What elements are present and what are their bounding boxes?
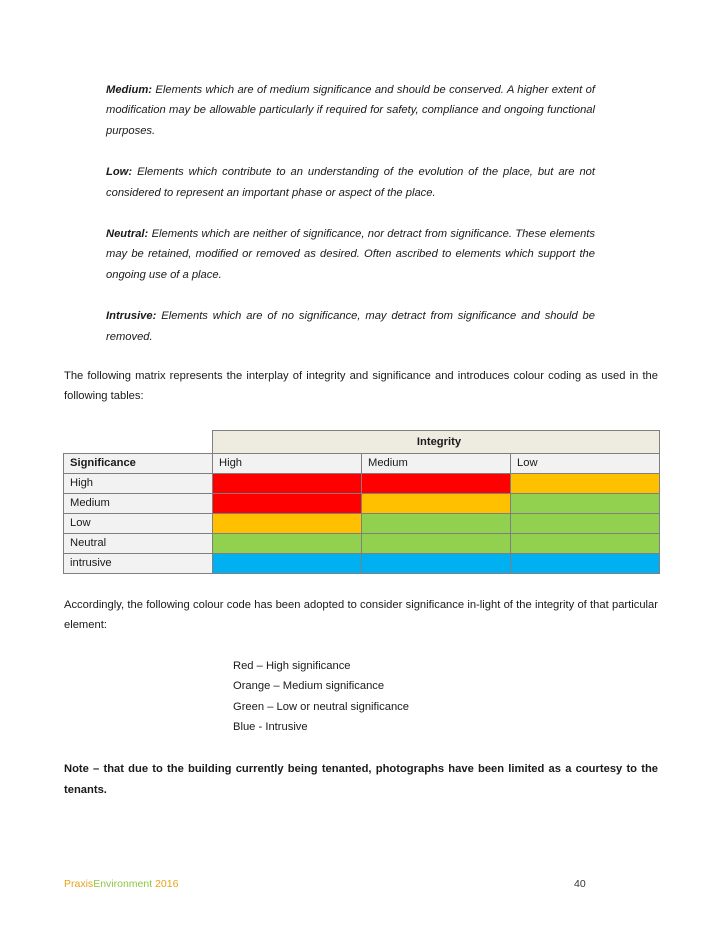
definition-term: Neutral: bbox=[106, 228, 149, 241]
matrix-cell bbox=[362, 514, 511, 534]
matrix-cell bbox=[362, 534, 511, 554]
matrix-row-low bbox=[64, 514, 660, 534]
colour-code-paragraph: Accordingly, the following colour code has been adopted to consider significance in-light of the integrity of that particular element: bbox=[64, 599, 658, 632]
definition-term: Low: bbox=[106, 166, 133, 179]
significance-definitions bbox=[106, 80, 595, 368]
definition-intrusive bbox=[106, 306, 595, 347]
page-number: 40 bbox=[574, 878, 586, 890]
integrity-header: Integrity bbox=[213, 431, 660, 454]
footer-brand bbox=[64, 878, 178, 890]
definition-term: Medium: bbox=[106, 84, 152, 96]
row-label: Neutral bbox=[64, 534, 213, 554]
row-label: High bbox=[64, 474, 213, 494]
definition-text: Elements which are of no significance, may detract from significance and should be removed. bbox=[106, 310, 596, 343]
colour-legend bbox=[233, 656, 409, 738]
matrix-row-high bbox=[64, 474, 660, 494]
significance-header: Significance bbox=[64, 454, 213, 474]
row-label: Low bbox=[64, 514, 213, 534]
matrix-cell bbox=[511, 554, 660, 574]
definition-neutral bbox=[106, 224, 595, 285]
brand-environment: Environment bbox=[93, 878, 153, 890]
matrix-cell bbox=[213, 554, 362, 574]
legend-orange: Orange – Medium significance bbox=[233, 680, 385, 693]
matrix-cell bbox=[362, 474, 511, 494]
legend-blue: Blue - Intrusive bbox=[233, 721, 308, 734]
column-header-low: Low bbox=[511, 454, 660, 474]
matrix-cell bbox=[213, 514, 362, 534]
matrix-cell bbox=[511, 474, 660, 494]
tenant-note: Note – that due to the building currently being tenanted, photographs have been limited as a courtesy to the tenants. bbox=[64, 763, 658, 796]
row-label: intrusive bbox=[64, 554, 213, 574]
matrix-cell bbox=[213, 494, 362, 514]
matrix-cell bbox=[213, 474, 362, 494]
matrix-row-neutral bbox=[64, 534, 660, 554]
matrix-row-intrusive bbox=[64, 554, 660, 574]
matrix-header-row bbox=[64, 431, 660, 454]
matrix-column-row bbox=[64, 454, 660, 474]
column-header-medium: Medium bbox=[362, 454, 511, 474]
column-header-high: High bbox=[213, 454, 362, 474]
matrix-cell bbox=[511, 534, 660, 554]
definition-text: Elements which are neither of significance, nor detract from significance. These elements may be retained, modified or removed as desired. Often ascribed to elements which support the ongoing use of a place. bbox=[106, 228, 596, 281]
matrix-cell bbox=[362, 494, 511, 514]
row-label: Medium bbox=[64, 494, 213, 514]
matrix-cell bbox=[213, 534, 362, 554]
definition-medium bbox=[106, 80, 595, 141]
matrix-intro-paragraph: The following matrix represents the interplay of integrity and significance and introduces colour coding as used in the following tables: bbox=[64, 370, 658, 403]
definition-text: Elements which contribute to an understanding of the evolution of the place, but are not considered to represent an important phase or aspect of the place. bbox=[106, 166, 596, 199]
matrix-cell bbox=[511, 494, 660, 514]
legend-green: Green – Low or neutral significance bbox=[233, 700, 409, 713]
definition-low bbox=[106, 162, 595, 203]
legend-red: Red – High significance bbox=[233, 660, 351, 672]
matrix-cell bbox=[362, 554, 511, 574]
integrity-significance-matrix bbox=[63, 430, 660, 574]
matrix-cell bbox=[511, 514, 660, 534]
footer-year: 2016 bbox=[152, 878, 179, 890]
matrix-corner bbox=[64, 431, 213, 454]
definition-term: Intrusive: bbox=[106, 310, 157, 323]
matrix-row-medium bbox=[64, 494, 660, 514]
brand-praxis: Praxis bbox=[64, 878, 94, 890]
definition-text: Elements which are of medium significance and should be conserved. A higher extent of modification may be allowable particularly if required for safety, compliance and ongoing functional purposes. bbox=[106, 84, 595, 137]
